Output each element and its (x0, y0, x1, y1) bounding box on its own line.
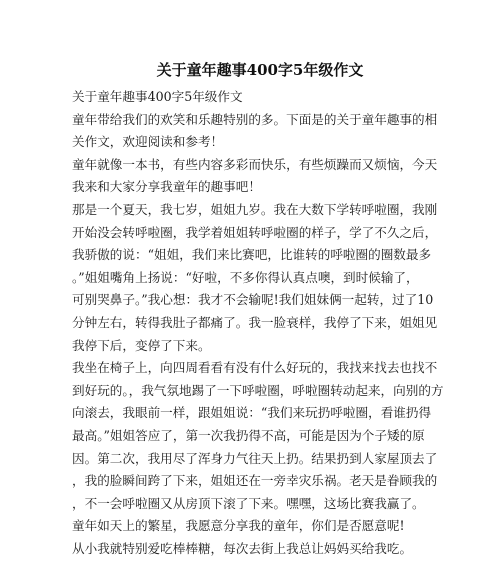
body-line: 关作文，欢迎阅读和参考！ (72, 134, 224, 150)
body-line: 因。第二次，我用尽了浑身力气往天上扔。结果扔到人家屋顶去了 (72, 450, 438, 466)
body-line: 可别哭鼻子。”我心想：我才不会输呢!我们姐妹俩一起转，过了10 (72, 292, 434, 308)
body-line: 我坐在椅子上，向四周看看有没有什么好玩的，我找来找去也找不 (72, 360, 438, 376)
body-line: ，我的脸瞬间跨了下来，姐姐还在一旁幸灾乐祸。老天是眷顾我的 (72, 473, 438, 489)
body-line: 我停下后，变停了下来。 (72, 337, 211, 353)
body-line: 分钟左右，转得我肚子都痛了。我一脸衰样，我停了下来，姐姐见 (72, 314, 438, 330)
body-line: 从小我就特别爱吃棒棒糖，每次去街上我总让妈妈买给我吃。 (72, 540, 413, 556)
body-line: 我骄傲的说：“姐姐，我们来比赛吧，比谁转的呼啦圈的圈数最多 (72, 247, 432, 263)
document-title: 关于童年趣事400字5年级作文 (156, 61, 364, 79)
body-line: 向滚去，我眼前一样，跟姐姐说：“我们来玩扔呼啦圈，看谁扔得 (72, 405, 432, 421)
body-line: 到好玩的。，我气氛地踢了一下呼啦圈，呼啦圈转动起来，向别的方 (72, 382, 444, 398)
body-line: 最高。”姐姐答应了，第一次我扔得不高，可能是因为个子矮的原 (72, 427, 425, 443)
body-line: 童年就像一本书，有些内容多彩而快乐，有些烦躁而又烦恼，今天 (72, 156, 438, 172)
body-line: 开始没会转呼啦圈，我学着姐姐转呼啦圈的样子，学了不久之后， (72, 224, 438, 240)
body-line: 我来和大家分享我童年的趣事吧！ (72, 179, 261, 195)
body-line: ，不一会呼啦圈又从房顶下滚了下来。嘿嘿，这场比赛我赢了。 (72, 495, 425, 511)
body-line: 童年如天上的繁星，我愿意分享我的童年，你们是否愿意呢! (72, 518, 405, 534)
body-line: 童年带给我们的欢笑和乐趣特别的多。下面是的关于童年趣事的相 (72, 111, 438, 127)
body-line: 关于童年趣事400字5年级作文 (72, 89, 243, 104)
body-line: 那是一个夏天，我七岁，姐姐九岁。我在大数下学转呼啦圈，我刚 (72, 201, 438, 217)
document-body (72, 86, 448, 560)
body-line: 。”姐姐嘴角上扬说：“好啦，不多你得认真点噢，到时候输了， (72, 269, 419, 285)
